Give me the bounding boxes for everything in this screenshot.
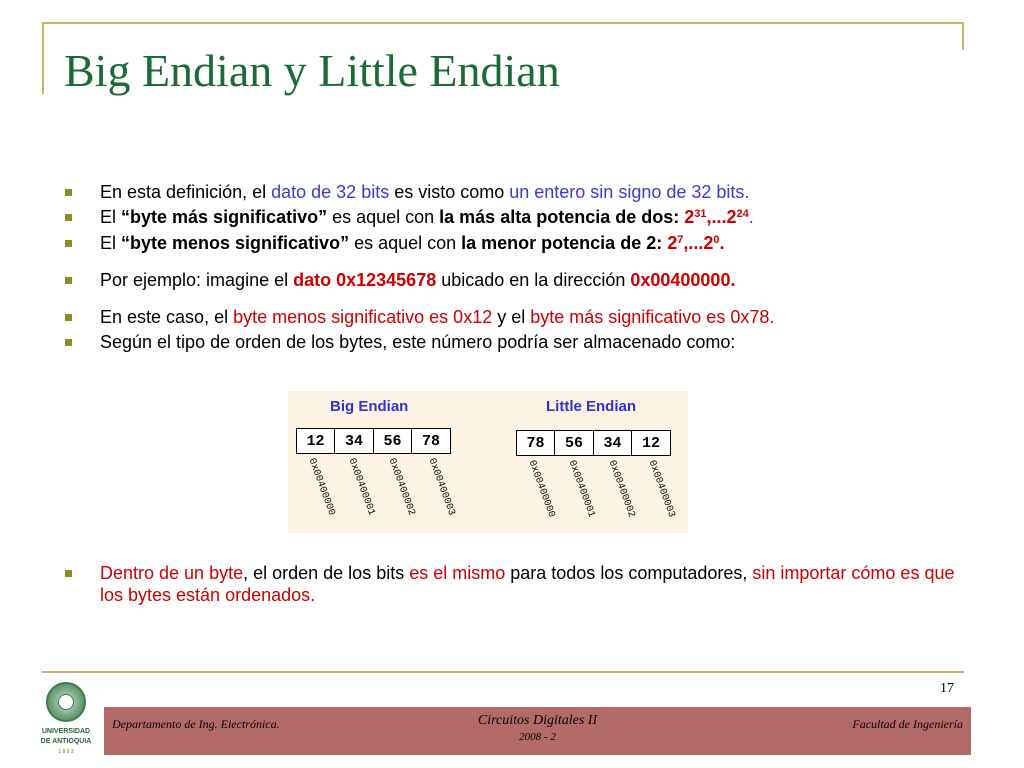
address-label: 0x00400002: [605, 459, 637, 520]
byte-cell: 56: [554, 430, 594, 456]
university-logo: [32, 682, 100, 764]
logo-text-line: DE ANTIOQUIA: [40, 738, 92, 745]
frame-bottom-line: [42, 671, 964, 673]
footer-course: Circuitos Digitales II: [477, 713, 598, 728]
bullet-item: El “byte más significativo” es aquel con la más alta potencia de dos: $2^{31},...2^{24}$.: [64, 206, 974, 228]
footer-department: Departamento de Ing. Electrónica.: [112, 717, 280, 731]
byte-cell: 12: [631, 430, 671, 456]
byte-cell: 34: [593, 430, 633, 456]
bullet-square-icon: [65, 214, 72, 221]
address-label: 0x00400001: [345, 457, 377, 518]
address-label: 0x00400000: [305, 457, 337, 518]
bullet-item: Por ejemplo: imagine el dato 0x12345678 ubicado en la dirección 0x00400000.: [64, 269, 974, 291]
bullet-square-icon: [65, 570, 72, 577]
logo-year: 1 8 0 3: [58, 749, 74, 755]
byte-cell: 56: [373, 428, 413, 454]
bullet-square-icon: [65, 277, 72, 284]
address-label: 0x00400000: [525, 459, 557, 520]
byte-cell: 78: [411, 428, 451, 454]
bullet-square-icon: [65, 189, 72, 196]
bullet-item: Dentro de un byte, el orden de los bits es el mismo para todos los computadores, sin importar cómo es que los bytes están ordenados.: [64, 562, 974, 606]
big-endian-label: Big Endian: [330, 398, 409, 415]
bullet-square-icon: [65, 240, 72, 247]
page-number: 17: [940, 681, 954, 696]
bullet-list-bottom: [64, 562, 974, 606]
bullet-square-icon: [65, 314, 72, 321]
address-label: 0x00400001: [565, 459, 597, 520]
frame-left-line: [42, 22, 44, 94]
byte-cell: 34: [334, 428, 374, 454]
logo-text-line: UNIVERSIDAD: [41, 728, 91, 735]
big-endian-cells: [297, 428, 451, 454]
address-label: 0x00400003: [645, 459, 677, 520]
address-label: 0x00400002: [385, 457, 417, 518]
bullet-item: En esta definición, el dato de 32 bits es visto como un entero sin signo de 32 bits.: [64, 181, 974, 203]
little-endian-cells: [517, 430, 671, 456]
bullet-square-icon: [65, 339, 72, 346]
footer-term: 2008 - 2: [519, 731, 556, 743]
endian-diagram: [288, 391, 688, 533]
footer-course-block: [104, 713, 971, 743]
bullet-item: Según el tipo de orden de los bytes, este número podría ser almacenado como:: [64, 331, 974, 353]
byte-cell: 78: [516, 430, 556, 456]
address-label: 0x00400003: [425, 457, 457, 518]
byte-cell: 12: [296, 428, 336, 454]
footer-band: [104, 707, 971, 755]
frame-top-line: [42, 22, 964, 24]
bullet-item: El “byte menos significativo” es aquel con la menor potencia de 2: $2^7,...2^0$.: [64, 232, 974, 254]
little-endian-label: Little Endian: [546, 398, 636, 415]
bullet-list: [64, 181, 974, 353]
slide-title: Big Endian y Little Endian: [64, 45, 560, 96]
university-seal-icon: [46, 682, 86, 722]
bullet-item: En este caso, el byte menos significativo es 0x12 y el byte más significativo es 0x78.: [64, 306, 974, 328]
frame-right-line: [962, 22, 964, 50]
footer-faculty: Facultad de Ingeniería: [852, 717, 963, 731]
